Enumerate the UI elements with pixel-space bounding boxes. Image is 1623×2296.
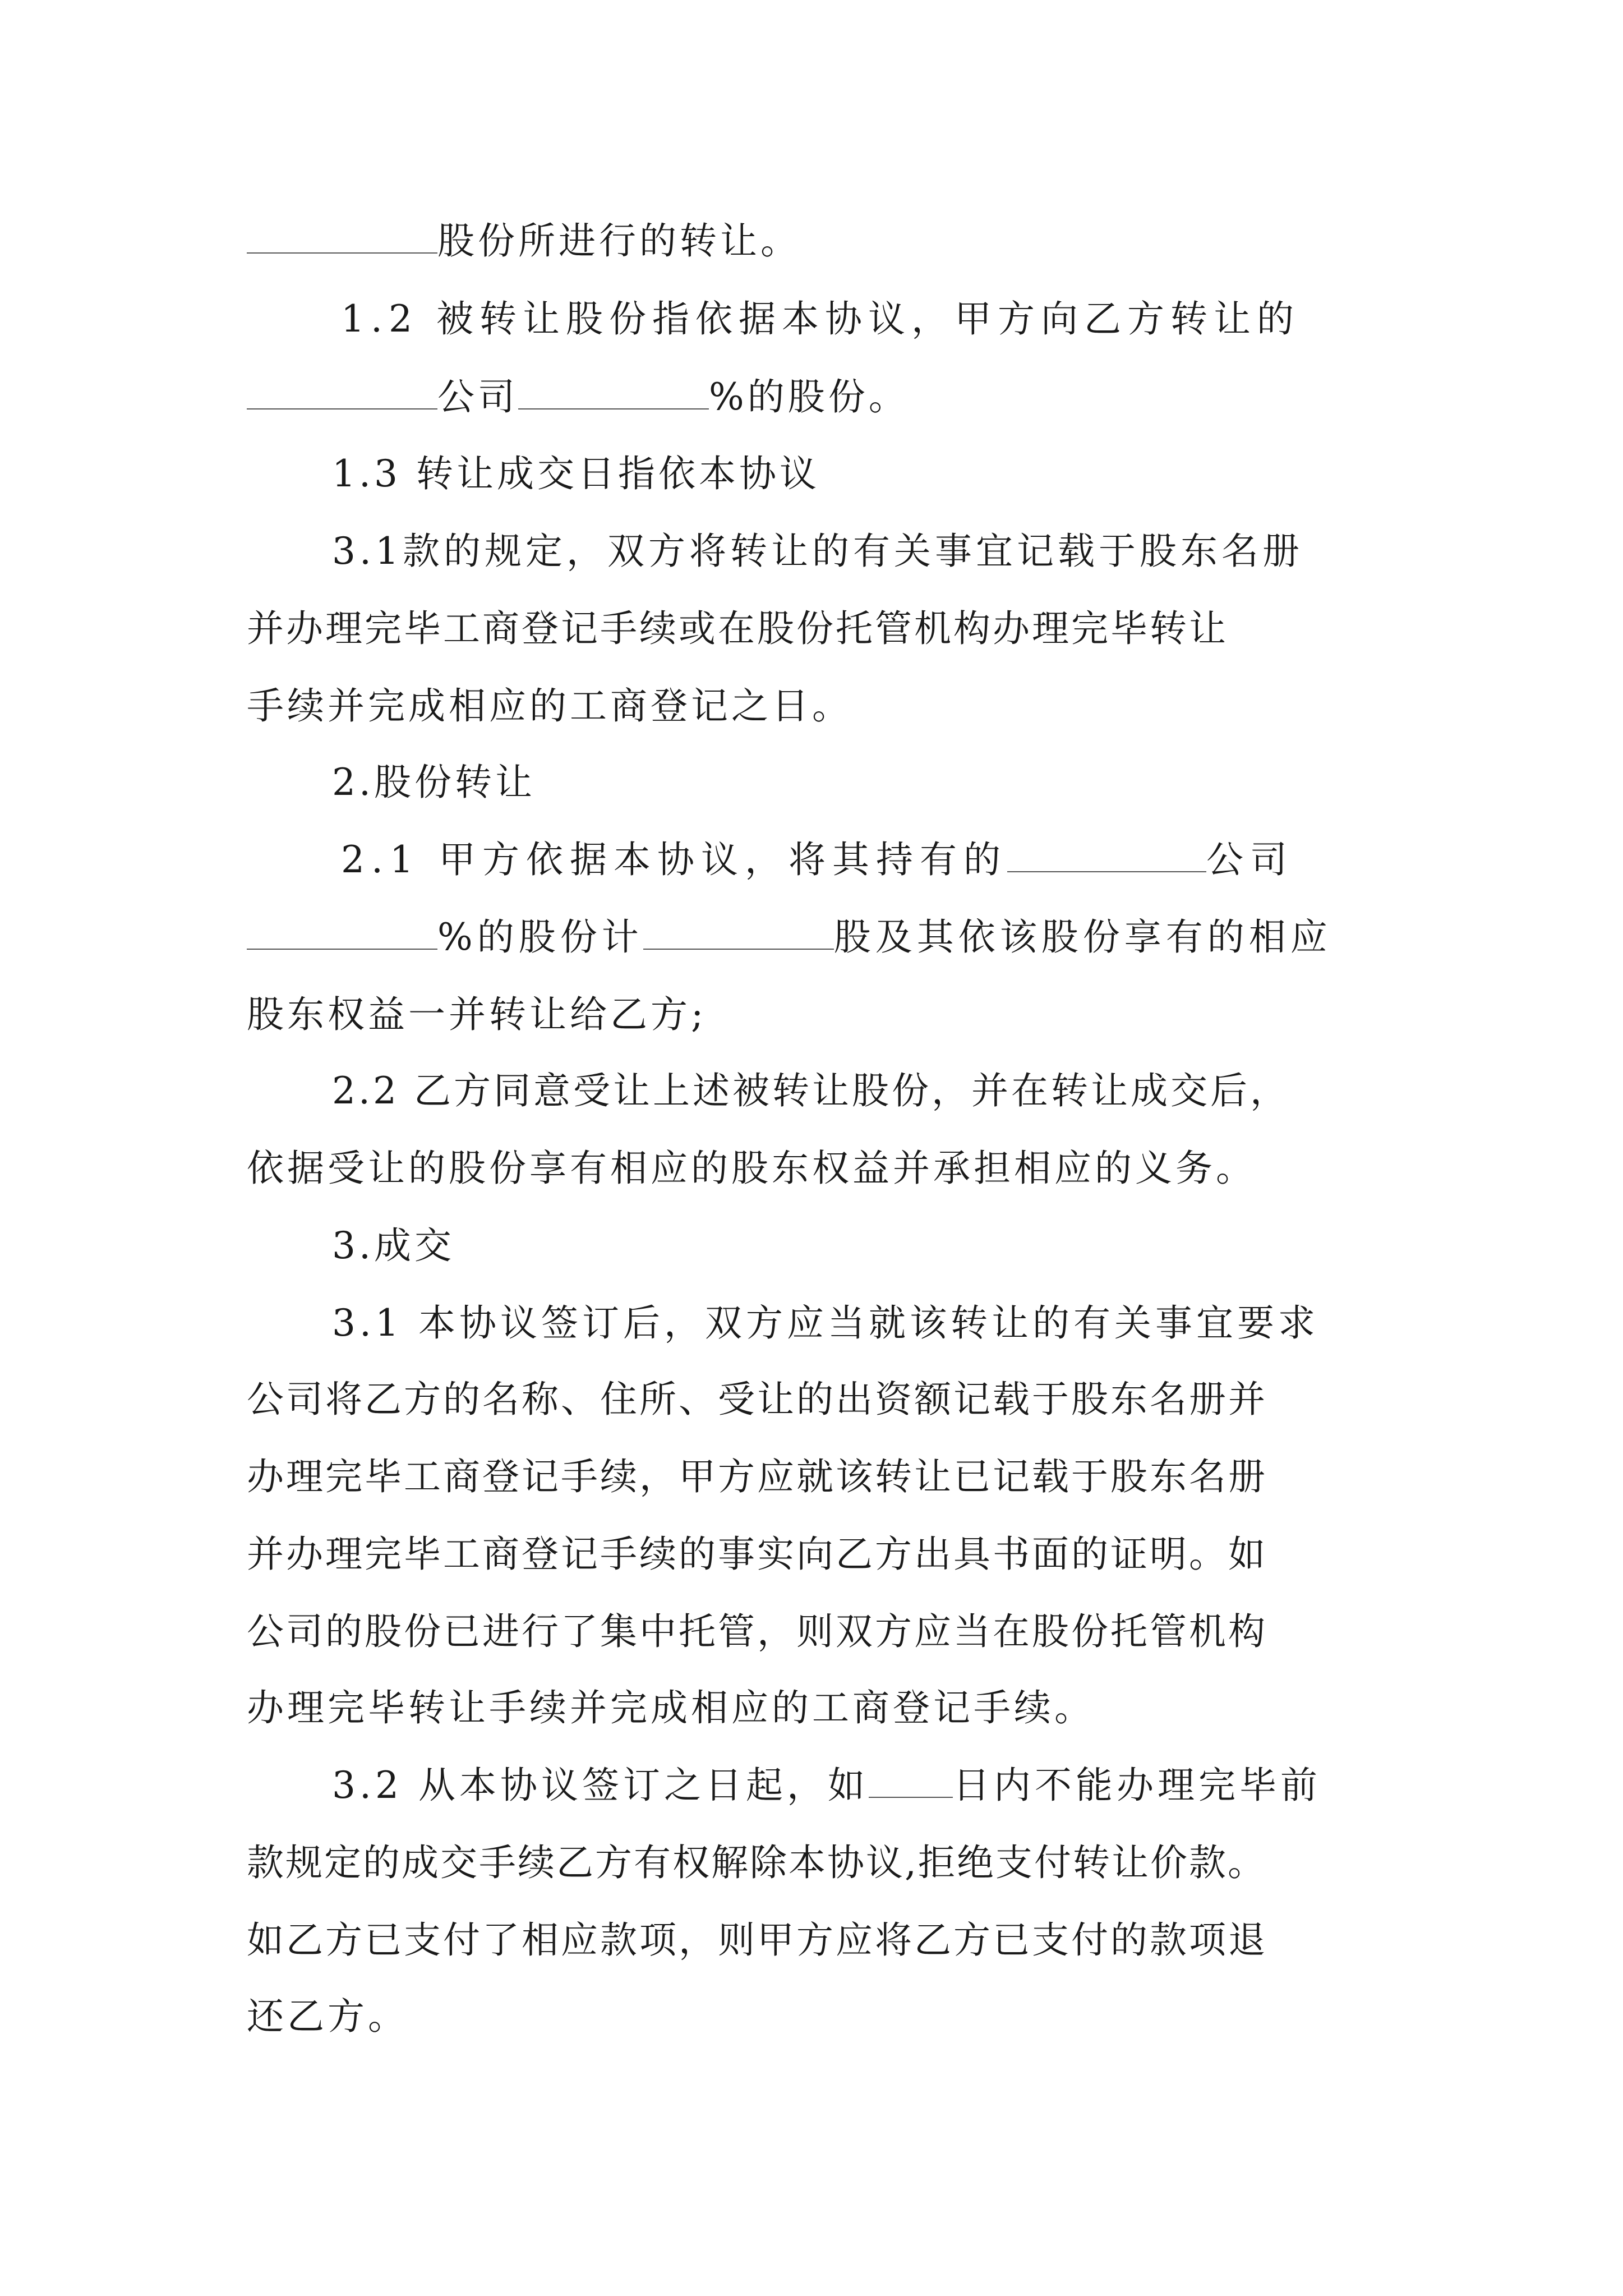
text-line-2 xyxy=(341,294,1300,344)
text-line-5 xyxy=(332,526,1303,577)
text-line-17 xyxy=(247,1452,1267,1502)
fill-blank xyxy=(247,219,437,254)
text-segment: 款规定的成交手续乙方有权解除本协议,拒绝支付转让价款。 xyxy=(247,1841,1266,1884)
fill-blank xyxy=(518,375,709,409)
fill-blank xyxy=(1007,838,1206,872)
text-line-18 xyxy=(247,1529,1267,1580)
text-line-12 xyxy=(332,1066,1290,1116)
text-segment: %的股份。 xyxy=(709,375,909,418)
text-line-20 xyxy=(247,1683,1095,1733)
text-segment: 公司 xyxy=(1206,838,1294,881)
section-heading-3 xyxy=(332,1221,455,1271)
text-segment: 办理完毕工商登记手续，甲方应就该转让已记载于股东名册 xyxy=(247,1455,1267,1498)
text-line-1 xyxy=(247,216,801,266)
text-segment: 2.2 乙方同意受让上述被转让股份，并在转让成交后， xyxy=(332,1069,1290,1112)
text-line-3 xyxy=(247,372,909,422)
text-line-11 xyxy=(247,990,707,1040)
text-segment: 3.1款的规定，双方将转让的有关事宜记载于股东名册 xyxy=(332,530,1303,573)
text-segment: 公司 xyxy=(437,375,518,418)
text-line-10 xyxy=(247,912,1332,963)
text-segment: 公司的股份已进行了集中托管，则双方应当在股份托管机构 xyxy=(247,1610,1267,1653)
text-line-7 xyxy=(247,681,852,731)
fill-blank xyxy=(247,375,437,409)
text-line-23 xyxy=(247,1915,1267,1966)
text-line-21 xyxy=(332,1760,1321,1811)
text-segment: 3.成交 xyxy=(332,1224,455,1267)
text-segment: 并办理完毕工商登记手续或在股份托管机构办理完毕转让 xyxy=(247,607,1228,650)
fill-blank xyxy=(247,915,437,950)
text-segment: 办理完毕转让手续并完成相应的工商登记手续。 xyxy=(247,1686,1095,1729)
text-segment: 依据受让的股份享有相应的股东权益并承担相应的义务。 xyxy=(247,1147,1256,1190)
text-line-6 xyxy=(247,604,1228,654)
text-line-16 xyxy=(247,1374,1267,1425)
text-segment: 日内不能办理完毕前 xyxy=(952,1764,1321,1807)
text-segment: 公司将乙方的名称、住所、受让的出资额记载于股东名册并 xyxy=(247,1378,1267,1421)
text-segment: 并办理完毕工商登记手续的事实向乙方出具书面的证明。如 xyxy=(247,1533,1267,1576)
text-segment: 1.2 被转让股份指依据本协议，甲方向乙方转让的 xyxy=(341,297,1300,341)
fill-blank xyxy=(643,915,834,950)
text-segment: 如乙方已支付了相应款项，则甲方应将乙方已支付的款项退 xyxy=(247,1918,1267,1962)
text-segment: 1.3 转让成交日指依本协议 xyxy=(332,452,820,495)
fill-blank xyxy=(869,1763,953,1798)
text-line-4 xyxy=(332,449,820,499)
text-line-13 xyxy=(247,1143,1256,1194)
text-segment: 3.2 从本协议签订之日起，如 xyxy=(332,1764,869,1807)
text-line-19 xyxy=(247,1607,1267,1657)
section-heading-2 xyxy=(332,757,536,808)
text-segment: 股东权益一并转让给乙方; xyxy=(247,993,707,1036)
text-line-15 xyxy=(332,1298,1319,1349)
text-segment: 股及其依该股份享有的相应 xyxy=(833,915,1332,959)
text-segment: 3.1 本协议签订后，双方应当就该转让的有关事宜要求 xyxy=(332,1301,1319,1345)
text-line-22 xyxy=(247,1838,1266,1888)
text-line-24 xyxy=(247,1991,408,2042)
text-segment: %的股份计 xyxy=(437,915,643,959)
text-segment: 2.1 甲方依据本协议，将其持有的 xyxy=(341,838,1007,881)
text-segment: 股份所进行的转让。 xyxy=(437,219,801,263)
text-line-9 xyxy=(341,835,1294,885)
text-segment: 手续并完成相应的工商登记之日。 xyxy=(247,684,852,728)
text-segment: 还乙方。 xyxy=(247,1995,408,2038)
text-segment: 2.股份转让 xyxy=(332,761,536,804)
